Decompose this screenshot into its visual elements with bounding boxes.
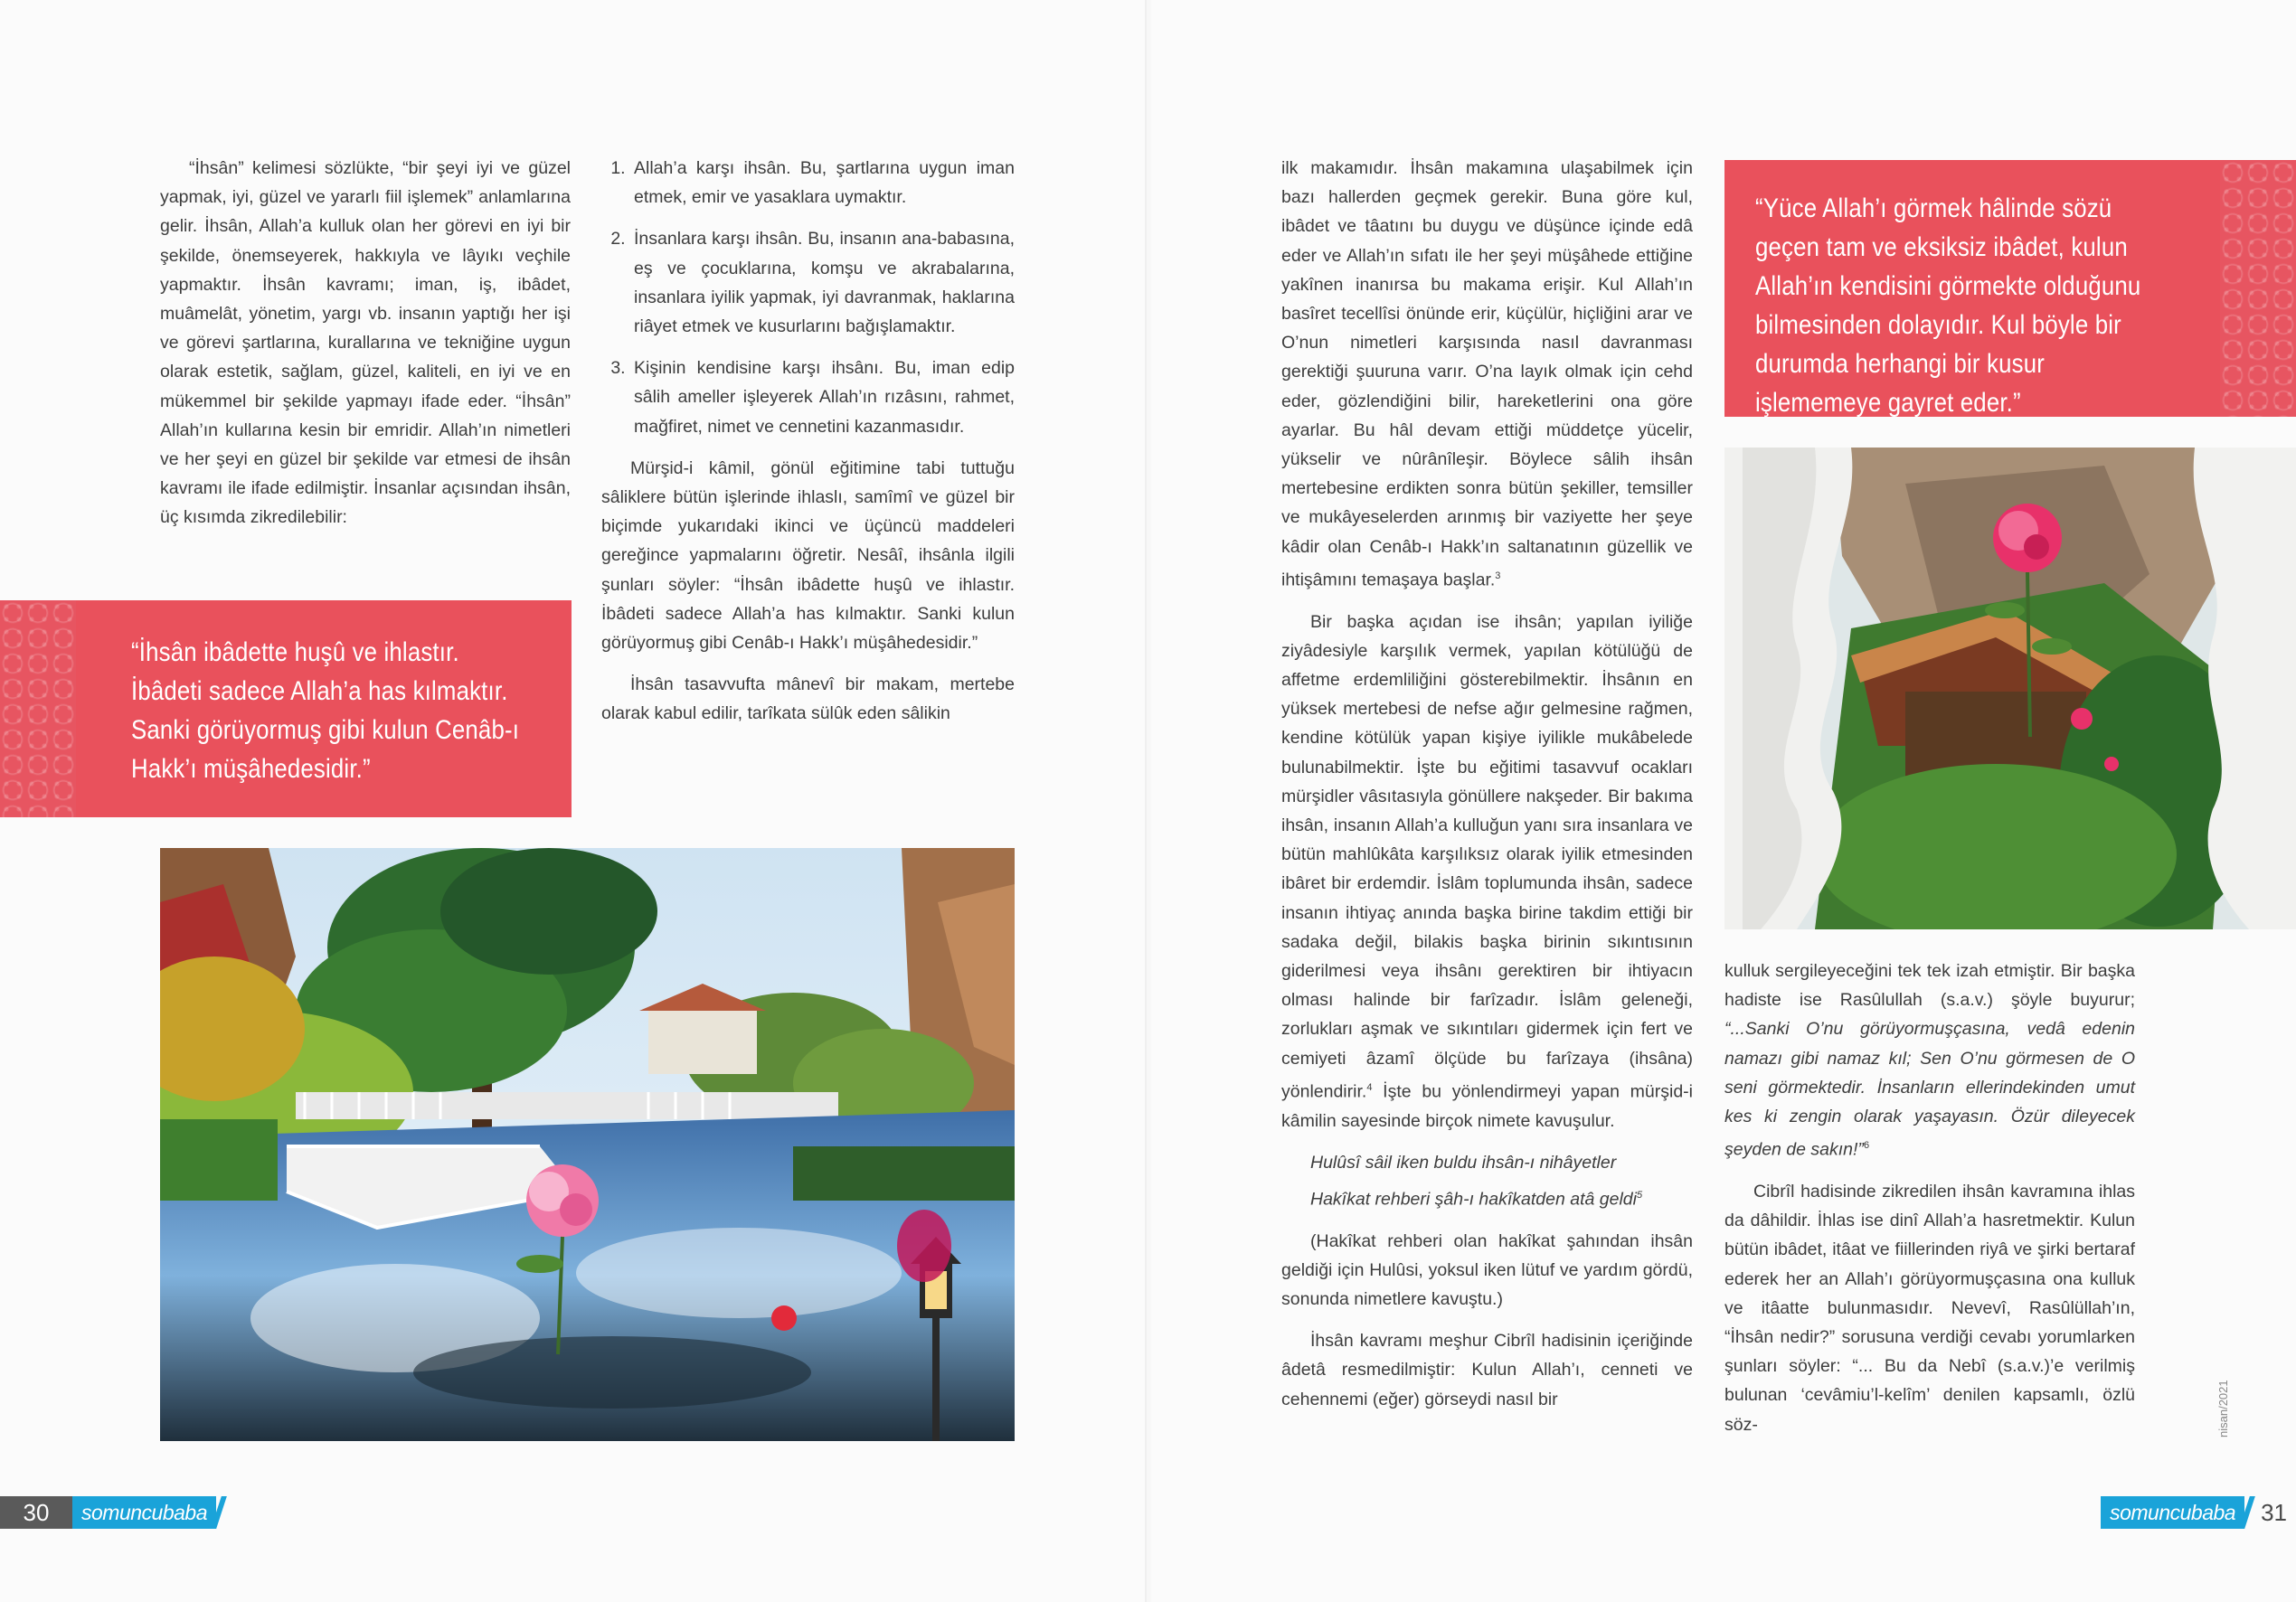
left-folio: [0, 1496, 222, 1529]
body-paragraph: İhsân tasavvufta mânevî bir makam, mertebe olarak kabul edilir, tarîkata sülûk eden sâlikin: [601, 674, 1015, 724]
issue-date: nisan/2021: [2216, 1380, 2230, 1437]
left-quote-text: “İhsân ibâdette huşû ve ihlastır. İbâdeti sadece Allah’a has kılmaktır. Sanki görüyormuş gibi kulun Cenâb-ı Hakk’ı müşâhedesidir.”: [131, 637, 520, 784]
body-paragraph: Mürşid-i kâmil, gönül eğitimine tabi tuttuğu sâliklere bütün işlerinde ihlaslı, samîmî ve güzel bir biçimde yukarıdaki ikinci ve üçüncü maddeleri gereğince yapmalarını öğretir. Nesâî, ihsânla ilgili şunları söyler: “İhsân ibâdette huşû ve ihlastır. İbâdeti sadece Allah’a has kılmaktır. Sanki kulun görüyormuş gibi Cenâb-ı Hakk’ı müşâhedesidir.”: [601, 457, 1015, 654]
ihsan-list: [601, 154, 1015, 441]
verse-line: Hulûsî sâil iken buldu ihsân-ı nihâyetler: [1310, 1152, 1617, 1173]
right-column-1: [1281, 154, 1693, 1427]
hadith-quote: “...Sanki O’nu görüyormuşçasına, vedâ edenin namazı gibi namaz kıl; Sen O’nu görmesen de O seni görmektedir. İnsanların ellerindekinden umut kes ki zengin olarak yaşayasın. Özür dileyecek şeyden de sakın!”: [1724, 1019, 2135, 1160]
brand-logo: somuncubaba: [2101, 1496, 2244, 1529]
list-item: 3. Kişinin kendisine karşı ihsânı. Bu, iman edip sâlih ameller işleyerek Allah’ın rızâsını, rahmet, mağfiret, nimet ve cennetini kazanmasıdır.: [630, 353, 1015, 441]
right-quote-text: “Yüce Allah’ı görmek hâlinde sözü geçen tam ve eksiksiz ibâdet, kulun Allah’ın kendisini görmekte olduğunu bilmesinden dolayıdır. Kul böyle bir durumda herhangi bir kusur işlememeye gayret eder.”: [1755, 193, 2141, 418]
intro-paragraph: “İhsân” kelimesi sözlükte, “bir şeyi iyi ve güzel yapmak, iyi, güzel ve yararlı fiil işlemek” anlamlarına gelir. İhsân, Allah’a kulluk olan her görevi en iyi bir şekilde, önemseyerek, hakkıyla ve lâyıkı veçhile yapmaktır. İhsân kavramı; iman, iş, ibâdet, muâmelât, yönetim, yargı vb. insanın yaptığı her işi ve görevi şartlarına, kurallarına ve tekniğine uygun olarak estetik, sağlam, güzel, kaliteli, en iyi ve en mükemmel bir şekilde yapmayı ifade eder. “İhsân” Allah’ın kullarına kesin bir emridir. Allah’ın nimetleri ve her şeyi en güzel bir şekilde var etmesi de ihsân kavramı ile ifade edilmiştir. İnsanlar açısından ihsân, üç kısımda zikredilebilir:: [160, 158, 571, 528]
page-number: 30: [0, 1496, 72, 1529]
list-item: 2. İnsanlara karşı ihsân. Bu, insanın ana-babasına, eş ve çocuklarına, komşu ve akrabalarına, insanlara iyilik yapmak, iyi davranmak, haklarına riâyet etmek ve kusurlarını bağışlamaktır.: [630, 224, 1015, 341]
body-paragraph: Bir başka açıdan ise ihsân; yapılan iyiliğe ziyâdesiyle karşılık vermek, yapılan kötülüğü de affetme erdemliliğini gösterebilmektir. İhsânın en yüksek mertebesi de nefse ağır gelmesine rağmen, kendine kötülük yapan kişiye iyilikle mukâbelede bulunabilmektir. İşte bu eğitimi tasavvuf ocakları mürşidler vâsıtasıyla gönüllere nakşeder. Bir bakıma ihsân, insanın Allah’a kulluğun yanı sıra insanlara ve bütün mahlûkâta karşılıksız olarak iyilik etmesinden ibâret bir erdemdir. İslâm toplumunda ihsân, sadece insanın ihtiyaç anında başka birine takdim ettiği bir sadaka değil, bilakis başka birinin sıkıntısının giderilmesi veya ihsânı gerektiren bir ihtiyacın olması halinde bir farîzadır. İslâm geleneği, zorlukları aşmak ve sıkıntıları gidermek için fert ve cemiyeti âzamî ölçüde bu farîzaya (ihsâna) yönlendirir.$^4$ İşte bu yönlendirmeyi yapan mürşid-i kâmilin sayesinde birçok nimete kavuşulur.: [1281, 611, 1693, 1131]
right-pull-quote: [1724, 160, 2296, 417]
footnote-ref: 3: [1495, 570, 1501, 581]
right-folio: [2101, 1496, 2296, 1529]
left-column-2: [601, 154, 1015, 741]
left-pull-quote: [0, 600, 572, 817]
brand-logo: somuncubaba: [72, 1496, 216, 1529]
body-paragraph: kulluk sergileyeceğini tek tek izah etmiştir. Bir başka hadiste ise Rasûlullah (s.a.v.) şöyle buyurur; “...Sanki O’nu görüyormuşçasına, vedâ edenin namazı gibi namaz kıl; Sen O’nu görmesen de O seni görmektedir. İnsanların ellerindekinden umut kes ki zengin olarak yaşayasın. Özür dileyecek şeyden de sakın!”$^6$: [1724, 961, 2135, 1160]
ornament-pattern: [2220, 160, 2296, 417]
left-column-1: [160, 154, 571, 545]
body-paragraph: (Hakîkat rehberi olan hakîkat şahından ihsân geldiği için Hulûsi, yoksul iken lütuf ve yardım gördü, sonunda nimetlere kavuştu.): [1281, 1230, 1693, 1310]
verse-line: Hakîkat rehberi şâh-ı hakîkatden atâ geldi$^5$: [1310, 1189, 1643, 1210]
footnote-ref: 4: [1366, 1081, 1373, 1093]
garden-pool-photo: [160, 848, 1015, 1441]
page-number: 31: [2261, 1498, 2287, 1526]
footnote-ref: 5: [1636, 1189, 1643, 1201]
spine-shadow: [1145, 0, 1152, 1602]
rose-photo: [1724, 448, 2296, 929]
ornament-pattern: [0, 600, 76, 817]
body-paragraph: Cibrîl hadisinde zikredilen ihsân kavramına ihlas da dâhildir. İhlas ise dinî Allah’a hasretmektir. Kulun bütün ibâdet, itâat ve fiillerinden riyâ ve şirki bertaraf ederek her an Allah’ı görüyormuşçasına ona kulluk ve itâatte bulunmasıdır. Nevevî, Rasûlüllah’ın, “İhsân nedir?” sorusuna verdiği cevabı yorumlarken şunları söyler: “... Bu da Nebî (s.a.v.)’e verilmiş bulunan ‘cevâmiu’l-kelîm’ denilen kapsamlı, özlü söz-: [1724, 1181, 2135, 1435]
body-paragraph: İhsân kavramı meşhur Cibrîl hadisinin içeriğinde âdetâ resmedilmiştir: Kulun Allah’ı, cenneti ve cehennemi (eğer) görseydi nasıl bir: [1281, 1331, 1693, 1409]
rose-illustration: [1724, 448, 2296, 929]
right-column-2: [1724, 956, 2135, 1452]
list-item: 1. Allah’a karşı ihsân. Bu, şartlarına uygun iman etmek, emir ve yasaklara uymaktır.: [630, 154, 1015, 212]
garden-pool-illustration: [160, 848, 1015, 1441]
footnote-ref: 6: [1863, 1140, 1870, 1152]
body-paragraph: ilk makamıdır. İhsân makamına ulaşabilmek için bazı hallerden geçmek gerekir. Buna göre kul, ibâdet ve tâatını bu duygu ve düşünce içinde edâ eder ve Allah’ın sıfatı ile her şeyi müşâhede ettiğine yakînen inanırsa bu makama erişir. Kul Allah’ın basîret tecellîsi önünde erir, küçülür, hiçliğini arar ve O’nun nimetleri karşısında nasıl davranması gerektiği şuuruna varır. O’na layık olmak için cehd eder, gözlendiğini bilir, hareketlerini ona göre ayarlar. Bu hâl devam ettiği müddetçe yücelir, yükselir ve nûrânîleşir. Böylece sâlih ihsân mertebesine erdikten sonra bütün şekiller, temsiller ve mukâyeselerden arınmış bir vaziyette her şeye kâdir olan Cenâb-ı Hakk’ın saltanatının güzellik ve ihtişâmını temaşaya başlar.$^3$: [1281, 158, 1693, 590]
